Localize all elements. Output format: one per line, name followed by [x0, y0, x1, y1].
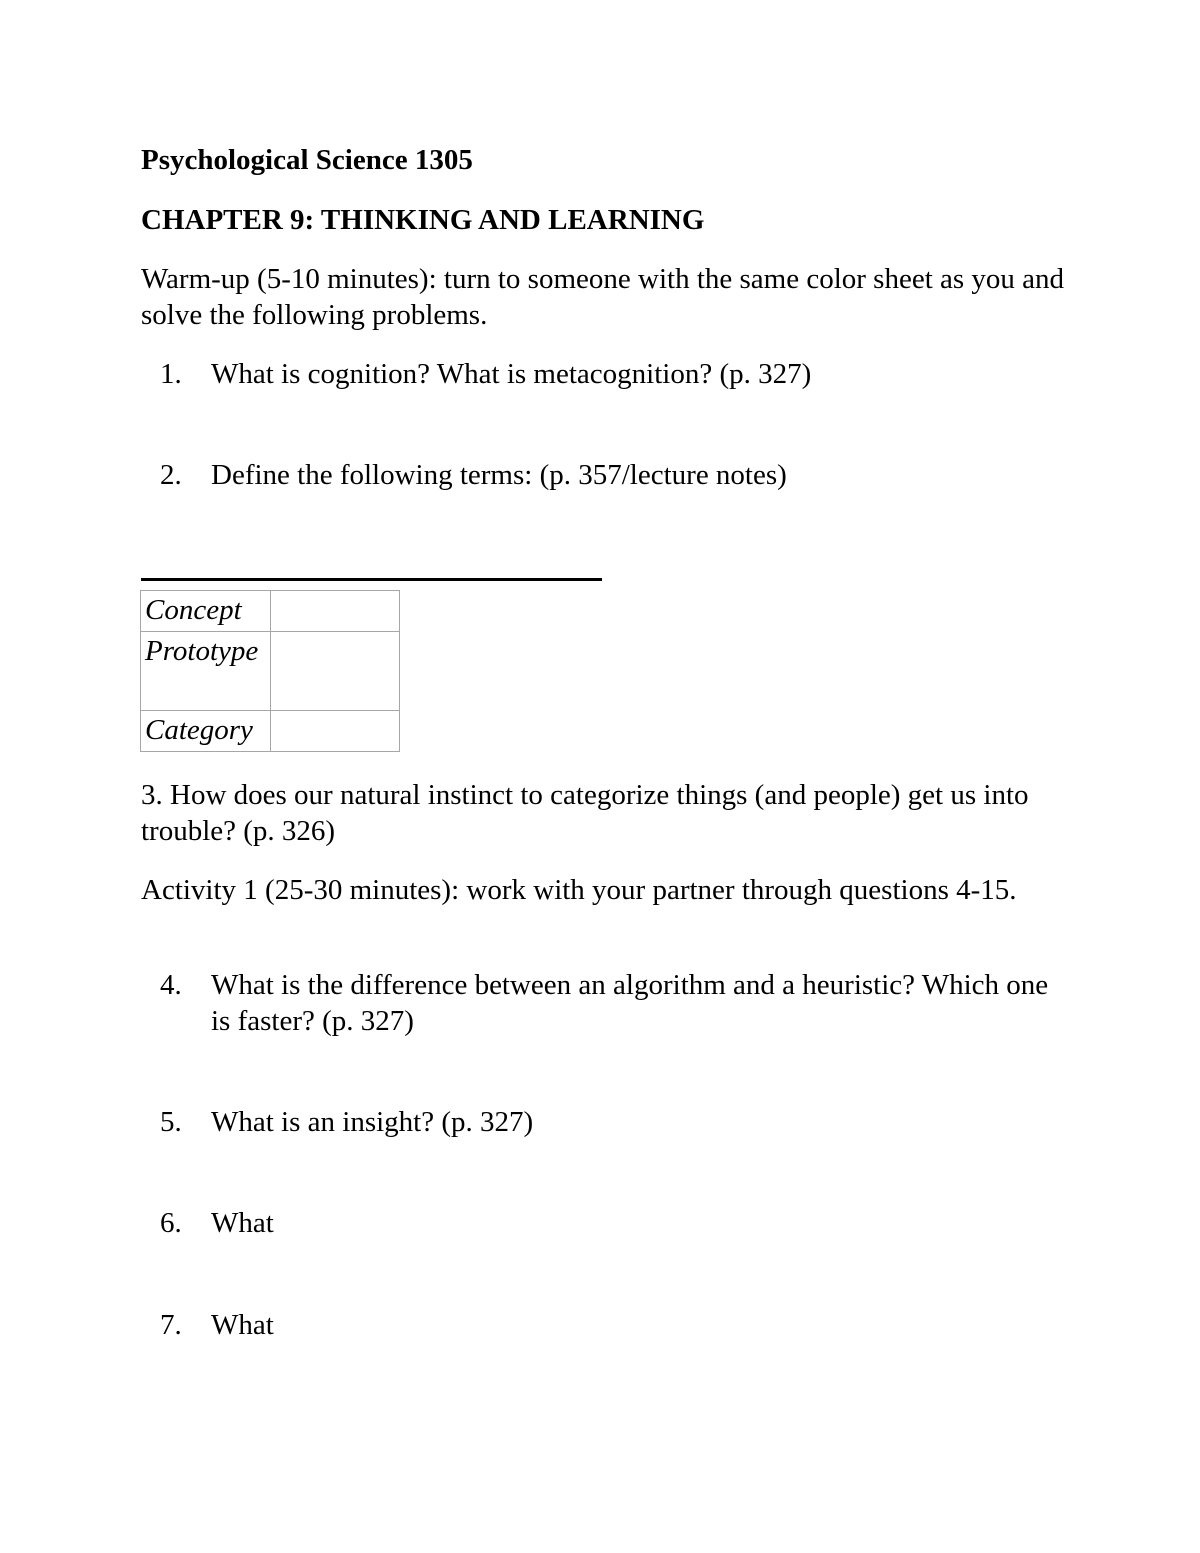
terms-table: [140, 590, 400, 752]
list-item-7: [141, 1307, 1071, 1343]
term-cell: [141, 632, 271, 711]
list-item-text: What is an insight? (p. 327): [211, 1106, 534, 1138]
chapter-title: CHAPTER 9: THINKING AND LEARNING: [141, 204, 705, 236]
warmup-instructions: Warm-up (5-10 minutes): turn to someone with the same color sheet as you and solve the following problems.: [141, 263, 1065, 331]
term-cell: Category: [141, 711, 271, 752]
definition-cell: [271, 632, 400, 711]
term-cell: Concept: [141, 591, 271, 632]
course-title: Psychological Science 1305: [141, 144, 473, 176]
list-item-2: [141, 457, 1071, 493]
table-row: [141, 711, 400, 752]
question-3: 3. How does our natural instinct to categorize things (and people) get us into trouble? (p. 326): [141, 779, 1029, 847]
list-number: 7.: [160, 1309, 182, 1341]
term-text: Prototype: [145, 635, 259, 667]
list-number: 1.: [160, 358, 182, 390]
list-item-6: [141, 1205, 1071, 1241]
list-item-text: What: [211, 1207, 274, 1239]
list-number: 2.: [160, 459, 182, 491]
list-item-4: [141, 967, 1071, 1039]
table-row: [141, 591, 400, 632]
list-item-1: [141, 356, 1071, 392]
list-number: 5.: [160, 1106, 182, 1138]
list-number: 4.: [160, 969, 182, 1001]
list-number: 6.: [160, 1207, 182, 1239]
list-item-text: What is cognition? What is metacognition? (p. 327): [211, 358, 812, 390]
list-item-5: [141, 1104, 1071, 1140]
activity-instructions: Activity 1 (25-30 minutes): work with your partner through questions 4-15.: [141, 874, 1017, 906]
definition-cell: [271, 711, 400, 752]
definition-cell: [271, 591, 400, 632]
list-item-text: What is the difference between an algorithm and a heuristic? Which one is faster? (p. 327): [211, 969, 1049, 1037]
list-item-text: What: [211, 1309, 274, 1341]
horizontal-rule: [141, 578, 602, 581]
table-row: [141, 632, 400, 711]
list-item-text: Define the following terms: (p. 357/lecture notes): [211, 459, 787, 491]
